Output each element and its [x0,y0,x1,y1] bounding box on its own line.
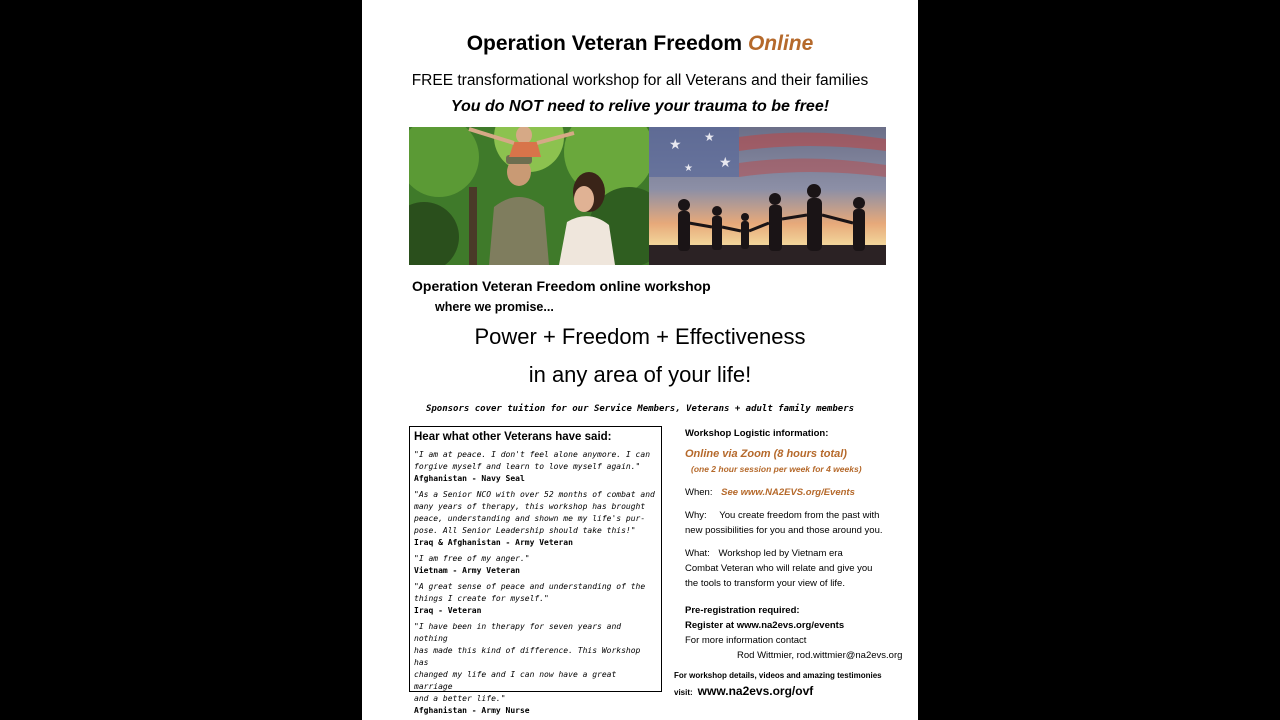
register-link[interactable]: Register at www.na2evs.org/events [685,620,845,631]
prereg-notice: Pre-registration required: [685,605,800,616]
testimonial-item [414,449,657,484]
what-row [685,546,910,561]
quote-line: forgive myself and learn to love myself again." [414,462,641,471]
title-accent: Online [747,32,814,55]
testimonial-attribution: Vietnam - Army Veteran [414,566,520,575]
session-schedule: (one 2 hour session per week for 4 weeks) [691,464,862,474]
flyer-subtitle: FREE transformational workshop for all Veterans and their families [411,72,869,89]
footer-line: For workshop details, videos and amazing testimonies [674,671,882,680]
what-label: What: [685,548,710,559]
events-link[interactable]: See www.NA2EVS.org/Events [721,487,855,498]
quote-line: and a better life." [414,694,506,703]
title-main: Operation Veteran Freedom [466,32,743,55]
visit-label: visit: [674,688,693,697]
quote-line: changed my life and I can now have a great marriage [414,670,617,691]
quote-line: "As a Senior NCO with over 52 months of combat and [414,490,655,499]
ovf-link[interactable]: www.na2evs.org/ovf [697,684,814,698]
logistics-panel [685,426,910,663]
testimonial-item [414,489,657,548]
promise-subheadline: in any area of your life! [528,362,752,387]
testimonials-heading: Hear what other Veterans have said: [414,431,612,443]
svg-text:★: ★ [669,137,682,153]
flyer-page [362,0,918,720]
svg-text:★: ★ [719,155,732,171]
contact-info: Rod Wittmier, rod.wittmier@na2evs.org [737,650,903,661]
svg-text:★: ★ [684,163,693,174]
testimonials-box [409,426,662,715]
quote-line: "I am at peace. I don't feel alone anymore. I can [414,450,651,459]
testimonial-attribution: Afghanistan - Navy Seal [414,474,525,483]
workshop-promise-line: where we promise... [435,300,554,314]
soldier-family-photo [409,127,649,265]
footer-visit [674,684,813,698]
what-text: Workshop led by Vietnam era [718,548,843,559]
sponsors-note: Sponsors cover tuition for our Service Members, Veterans + adult family members [425,404,855,414]
flag-silhouettes-photo [649,127,886,265]
quote-line: "I am free of my anger." [414,554,530,563]
flyer-title [362,32,918,56]
promise-headline: Power + Freedom + Effectiveness [474,324,806,349]
quote-line: many years of therapy, this workshop has brought [414,502,646,511]
testimonial-attribution: Iraq & Afghanistan - Army Veteran [414,538,573,547]
online-format: Online via Zoom (8 hours total) [685,448,847,460]
testimonial-attribution: Afghanistan - Army Nurse [414,706,530,715]
testimonial-item [414,621,657,716]
quote-line: things I create for myself." [414,594,549,603]
testimonial-item [414,553,657,576]
why-row [685,508,910,523]
svg-text:★: ★ [704,130,715,144]
testimonial-attribution: Iraq - Veteran [414,606,482,615]
why-text-cont: new possibilities for you and those around you. [685,525,883,536]
more-info-text: For more information contact [685,635,807,646]
quote-line: peace, understanding and shown me my life's pur- [414,514,646,523]
when-label: When: [685,487,713,498]
quote-line: "I have been in therapy for seven years and nothing [414,622,622,643]
workshop-intro-line: Operation Veteran Freedom online workshop [412,278,711,294]
when-row [685,485,910,500]
testimonial-item [414,581,657,616]
logistics-heading: Workshop Logistic information: [685,428,829,439]
quote-line: "A great sense of peace and understanding of the [414,582,646,591]
what-text-cont: the tools to transform your view of life. [685,578,845,589]
quote-line: has made this kind of difference. This Workshop has [414,646,641,667]
flyer-tagline: You do NOT need to relive your trauma to be free! [450,98,830,115]
why-label: Why: [685,510,707,521]
quote-line: pose. All Senior Leadership should take this!" [414,526,636,535]
why-text: You create freedom from the past with [719,510,880,521]
what-text-cont: Combat Veteran who will relate and give you [685,563,873,574]
